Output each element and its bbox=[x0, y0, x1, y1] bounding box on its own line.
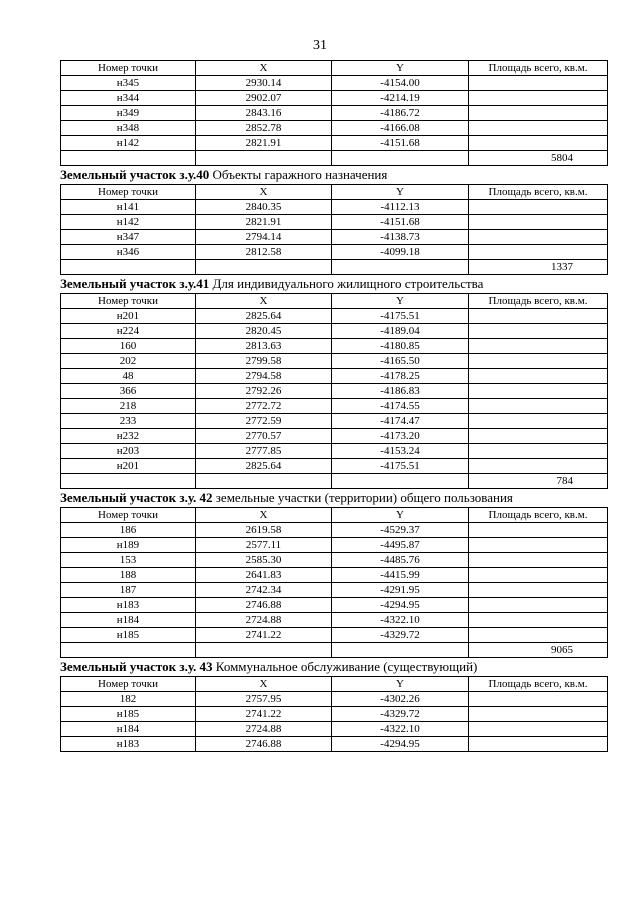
document-body bbox=[60, 60, 607, 752]
x-coordinate-cell: 2852.78 bbox=[196, 121, 332, 136]
table-row bbox=[61, 722, 608, 737]
y-coordinate-cell: -4151.68 bbox=[332, 136, 469, 151]
x-coordinate-cell: 2619.58 bbox=[196, 523, 332, 538]
area-cell bbox=[469, 538, 608, 553]
x-coordinate-cell: 2902.07 bbox=[196, 91, 332, 106]
area-cell bbox=[469, 414, 608, 429]
area-total-row bbox=[61, 643, 608, 658]
table-row bbox=[61, 121, 608, 136]
empty-cell bbox=[196, 474, 332, 489]
empty-cell bbox=[332, 260, 469, 275]
area-cell bbox=[469, 583, 608, 598]
header-cell-y: Y bbox=[332, 61, 469, 76]
x-coordinate-cell: 2746.88 bbox=[196, 737, 332, 752]
coordinates-table bbox=[60, 60, 608, 166]
x-coordinate-cell: 2724.88 bbox=[196, 722, 332, 737]
area-total-row bbox=[61, 151, 608, 166]
y-coordinate-cell: -4175.51 bbox=[332, 459, 469, 474]
x-coordinate-cell: 2799.58 bbox=[196, 354, 332, 369]
area-cell bbox=[469, 369, 608, 384]
point-number-cell: н348 bbox=[61, 121, 196, 136]
area-cell bbox=[469, 523, 608, 538]
section-title-parcel: Земельный участок з.у. 42 bbox=[60, 490, 213, 505]
area-cell bbox=[469, 568, 608, 583]
table-row bbox=[61, 91, 608, 106]
point-number-cell: н184 bbox=[61, 722, 196, 737]
x-coordinate-cell: 2742.34 bbox=[196, 583, 332, 598]
header-cell-point: Номер точки bbox=[61, 294, 196, 309]
header-cell-area: Площадь всего, кв.м. bbox=[469, 294, 608, 309]
x-coordinate-cell: 2772.72 bbox=[196, 399, 332, 414]
table-row bbox=[61, 230, 608, 245]
table-row bbox=[61, 459, 608, 474]
table-row bbox=[61, 384, 608, 399]
y-coordinate-cell: -4294.95 bbox=[332, 737, 469, 752]
point-number-cell: н185 bbox=[61, 707, 196, 722]
x-coordinate-cell: 2741.22 bbox=[196, 628, 332, 643]
section-title-purpose: Коммунальное обслуживание (существующий) bbox=[212, 659, 478, 674]
section-title bbox=[60, 276, 607, 293]
area-cell bbox=[469, 737, 608, 752]
area-cell bbox=[469, 215, 608, 230]
area-cell bbox=[469, 245, 608, 260]
section-title-parcel: Земельный участок з.у. 43 bbox=[60, 659, 213, 674]
y-coordinate-cell: -4415.99 bbox=[332, 568, 469, 583]
header-cell-area: Площадь всего, кв.м. bbox=[469, 677, 608, 692]
header-cell-y: Y bbox=[332, 294, 469, 309]
header-cell-point: Номер точки bbox=[61, 185, 196, 200]
y-coordinate-cell: -4180.85 bbox=[332, 339, 469, 354]
section-title-purpose: Для индивидуального жилищного строительства bbox=[209, 276, 484, 291]
section-title bbox=[60, 490, 607, 507]
header-cell-y: Y bbox=[332, 508, 469, 523]
x-coordinate-cell: 2930.14 bbox=[196, 76, 332, 91]
point-number-cell: н183 bbox=[61, 598, 196, 613]
table-row bbox=[61, 707, 608, 722]
point-number-cell: н189 bbox=[61, 538, 196, 553]
empty-cell bbox=[332, 474, 469, 489]
y-coordinate-cell: -4175.51 bbox=[332, 309, 469, 324]
page-number: 31 bbox=[313, 38, 327, 53]
section-title-parcel: Земельный участок з.у.41 bbox=[60, 276, 210, 291]
coordinates-table bbox=[60, 293, 608, 489]
header-cell-x: X bbox=[196, 677, 332, 692]
x-coordinate-cell: 2577.11 bbox=[196, 538, 332, 553]
section-title-parcel: Земельный участок з.у.40 bbox=[60, 167, 210, 182]
header-cell-x: X bbox=[196, 508, 332, 523]
point-number-cell: 187 bbox=[61, 583, 196, 598]
area-cell bbox=[469, 722, 608, 737]
area-cell bbox=[469, 598, 608, 613]
header-cell-y: Y bbox=[332, 185, 469, 200]
x-coordinate-cell: 2813.63 bbox=[196, 339, 332, 354]
point-number-cell: н345 bbox=[61, 76, 196, 91]
table-row bbox=[61, 737, 608, 752]
point-number-cell: н201 bbox=[61, 309, 196, 324]
x-coordinate-cell: 2840.35 bbox=[196, 200, 332, 215]
x-coordinate-cell: 2825.64 bbox=[196, 459, 332, 474]
coordinates-table bbox=[60, 184, 608, 275]
y-coordinate-cell: -4322.10 bbox=[332, 722, 469, 737]
y-coordinate-cell: -4165.50 bbox=[332, 354, 469, 369]
area-cell bbox=[469, 76, 608, 91]
empty-cell bbox=[61, 151, 196, 166]
total-area-value: 5804 bbox=[469, 151, 608, 166]
point-number-cell: 48 bbox=[61, 369, 196, 384]
y-coordinate-cell: -4329.72 bbox=[332, 707, 469, 722]
y-coordinate-cell: -4138.73 bbox=[332, 230, 469, 245]
point-number-cell: 186 bbox=[61, 523, 196, 538]
header-cell-x: X bbox=[196, 61, 332, 76]
header-cell-point: Номер точки bbox=[61, 677, 196, 692]
y-coordinate-cell: -4529.37 bbox=[332, 523, 469, 538]
area-cell bbox=[469, 399, 608, 414]
empty-cell bbox=[61, 643, 196, 658]
y-coordinate-cell: -4178.25 bbox=[332, 369, 469, 384]
y-coordinate-cell: -4189.04 bbox=[332, 324, 469, 339]
coordinates-table bbox=[60, 507, 608, 658]
table-row bbox=[61, 429, 608, 444]
coordinates-table bbox=[60, 676, 608, 752]
point-number-cell: н141 bbox=[61, 200, 196, 215]
point-number-cell: н142 bbox=[61, 215, 196, 230]
header-cell-point: Номер точки bbox=[61, 61, 196, 76]
point-number-cell: н183 bbox=[61, 737, 196, 752]
header-cell-y: Y bbox=[332, 677, 469, 692]
table-header-row bbox=[61, 294, 608, 309]
table-row bbox=[61, 692, 608, 707]
area-cell bbox=[469, 692, 608, 707]
area-cell bbox=[469, 444, 608, 459]
x-coordinate-cell: 2746.88 bbox=[196, 598, 332, 613]
section-title bbox=[60, 659, 607, 676]
table-header-row bbox=[61, 677, 608, 692]
total-area-value: 9065 bbox=[469, 643, 608, 658]
header-cell-x: X bbox=[196, 185, 332, 200]
area-cell bbox=[469, 339, 608, 354]
empty-cell bbox=[61, 260, 196, 275]
table-row bbox=[61, 215, 608, 230]
table-header-row bbox=[61, 185, 608, 200]
empty-cell bbox=[196, 643, 332, 658]
point-number-cell: н142 bbox=[61, 136, 196, 151]
x-coordinate-cell: 2724.88 bbox=[196, 613, 332, 628]
table-row bbox=[61, 598, 608, 613]
x-coordinate-cell: 2794.14 bbox=[196, 230, 332, 245]
y-coordinate-cell: -4166.08 bbox=[332, 121, 469, 136]
y-coordinate-cell: -4329.72 bbox=[332, 628, 469, 643]
table-row bbox=[61, 369, 608, 384]
y-coordinate-cell: -4154.00 bbox=[332, 76, 469, 91]
area-cell bbox=[469, 200, 608, 215]
x-coordinate-cell: 2812.58 bbox=[196, 245, 332, 260]
point-number-cell: н232 bbox=[61, 429, 196, 444]
area-cell bbox=[469, 106, 608, 121]
x-coordinate-cell: 2821.91 bbox=[196, 215, 332, 230]
y-coordinate-cell: -4151.68 bbox=[332, 215, 469, 230]
header-cell-area: Площадь всего, кв.м. bbox=[469, 508, 608, 523]
empty-cell bbox=[196, 260, 332, 275]
area-total-row bbox=[61, 474, 608, 489]
point-number-cell: н184 bbox=[61, 613, 196, 628]
area-cell bbox=[469, 136, 608, 151]
x-coordinate-cell: 2772.59 bbox=[196, 414, 332, 429]
point-number-cell: н201 bbox=[61, 459, 196, 474]
table-row bbox=[61, 309, 608, 324]
y-coordinate-cell: -4294.95 bbox=[332, 598, 469, 613]
table-row bbox=[61, 568, 608, 583]
point-number-cell: 202 bbox=[61, 354, 196, 369]
point-number-cell: н185 bbox=[61, 628, 196, 643]
y-coordinate-cell: -4174.47 bbox=[332, 414, 469, 429]
table-row bbox=[61, 538, 608, 553]
area-cell bbox=[469, 121, 608, 136]
y-coordinate-cell: -4495.87 bbox=[332, 538, 469, 553]
table-row bbox=[61, 399, 608, 414]
header-cell-x: X bbox=[196, 294, 332, 309]
point-number-cell: 160 bbox=[61, 339, 196, 354]
x-coordinate-cell: 2770.57 bbox=[196, 429, 332, 444]
table-row bbox=[61, 106, 608, 121]
empty-cell bbox=[332, 151, 469, 166]
y-coordinate-cell: -4214.19 bbox=[332, 91, 469, 106]
y-coordinate-cell: -4153.24 bbox=[332, 444, 469, 459]
x-coordinate-cell: 2821.91 bbox=[196, 136, 332, 151]
area-cell bbox=[469, 459, 608, 474]
table-row bbox=[61, 613, 608, 628]
table-header-row bbox=[61, 508, 608, 523]
header-cell-point: Номер точки bbox=[61, 508, 196, 523]
y-coordinate-cell: -4112.13 bbox=[332, 200, 469, 215]
table-row bbox=[61, 136, 608, 151]
point-number-cell: 153 bbox=[61, 553, 196, 568]
area-cell bbox=[469, 354, 608, 369]
y-coordinate-cell: -4186.83 bbox=[332, 384, 469, 399]
section-title-purpose: земельные участки (территории) общего пользования bbox=[212, 490, 513, 505]
y-coordinate-cell: -4485.76 bbox=[332, 553, 469, 568]
y-coordinate-cell: -4322.10 bbox=[332, 613, 469, 628]
section-title-purpose: Объекты гаражного назначения bbox=[209, 167, 388, 182]
x-coordinate-cell: 2777.85 bbox=[196, 444, 332, 459]
x-coordinate-cell: 2741.22 bbox=[196, 707, 332, 722]
empty-cell bbox=[332, 643, 469, 658]
area-total-row bbox=[61, 260, 608, 275]
empty-cell bbox=[61, 474, 196, 489]
y-coordinate-cell: -4291.95 bbox=[332, 583, 469, 598]
area-cell bbox=[469, 707, 608, 722]
point-number-cell: н349 bbox=[61, 106, 196, 121]
table-row bbox=[61, 339, 608, 354]
y-coordinate-cell: -4099.18 bbox=[332, 245, 469, 260]
table-row bbox=[61, 76, 608, 91]
point-number-cell: 188 bbox=[61, 568, 196, 583]
x-coordinate-cell: 2825.64 bbox=[196, 309, 332, 324]
x-coordinate-cell: 2843.16 bbox=[196, 106, 332, 121]
point-number-cell: н347 bbox=[61, 230, 196, 245]
point-number-cell: н344 bbox=[61, 91, 196, 106]
point-number-cell: 233 bbox=[61, 414, 196, 429]
x-coordinate-cell: 2641.83 bbox=[196, 568, 332, 583]
y-coordinate-cell: -4302.26 bbox=[332, 692, 469, 707]
y-coordinate-cell: -4186.72 bbox=[332, 106, 469, 121]
empty-cell bbox=[196, 151, 332, 166]
x-coordinate-cell: 2757.95 bbox=[196, 692, 332, 707]
table-row bbox=[61, 245, 608, 260]
point-number-cell: н224 bbox=[61, 324, 196, 339]
point-number-cell: 182 bbox=[61, 692, 196, 707]
area-cell bbox=[469, 324, 608, 339]
table-row bbox=[61, 628, 608, 643]
x-coordinate-cell: 2820.45 bbox=[196, 324, 332, 339]
x-coordinate-cell: 2794.58 bbox=[196, 369, 332, 384]
table-row bbox=[61, 414, 608, 429]
table-header-row bbox=[61, 61, 608, 76]
point-number-cell: 218 bbox=[61, 399, 196, 414]
table-row bbox=[61, 523, 608, 538]
table-row bbox=[61, 324, 608, 339]
area-cell bbox=[469, 553, 608, 568]
area-cell bbox=[469, 91, 608, 106]
area-cell bbox=[469, 309, 608, 324]
point-number-cell: н203 bbox=[61, 444, 196, 459]
header-cell-area: Площадь всего, кв.м. bbox=[469, 185, 608, 200]
area-cell bbox=[469, 230, 608, 245]
table-row bbox=[61, 200, 608, 215]
y-coordinate-cell: -4174.55 bbox=[332, 399, 469, 414]
header-cell-area: Площадь всего, кв.м. bbox=[469, 61, 608, 76]
point-number-cell: н346 bbox=[61, 245, 196, 260]
area-cell bbox=[469, 429, 608, 444]
table-row bbox=[61, 444, 608, 459]
point-number-cell: 366 bbox=[61, 384, 196, 399]
table-row bbox=[61, 553, 608, 568]
total-area-value: 784 bbox=[469, 474, 608, 489]
x-coordinate-cell: 2792.26 bbox=[196, 384, 332, 399]
x-coordinate-cell: 2585.30 bbox=[196, 553, 332, 568]
area-cell bbox=[469, 628, 608, 643]
section-title bbox=[60, 167, 607, 184]
area-cell bbox=[469, 613, 608, 628]
total-area-value: 1337 bbox=[469, 260, 608, 275]
table-row bbox=[61, 583, 608, 598]
area-cell bbox=[469, 384, 608, 399]
table-row bbox=[61, 354, 608, 369]
y-coordinate-cell: -4173.20 bbox=[332, 429, 469, 444]
